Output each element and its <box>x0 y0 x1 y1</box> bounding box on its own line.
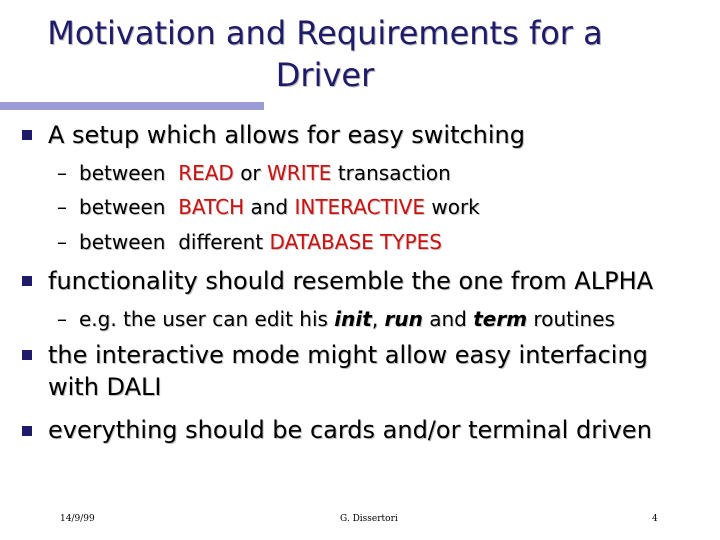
sub-bullet-2 <box>79 193 480 221</box>
keyword: BATCH <box>178 195 245 219</box>
sub-text: between <box>79 195 166 219</box>
dash-icon: – <box>57 307 67 331</box>
keyword: WRITE <box>267 161 332 185</box>
sub-text: routines <box>533 307 615 331</box>
square-bullet-icon <box>22 350 32 360</box>
sub-text: work <box>431 195 480 219</box>
dash-icon: – <box>57 195 67 219</box>
sub-text: , <box>371 307 379 331</box>
footer-page-number: 4 <box>652 514 658 524</box>
routine-name: term <box>473 307 528 331</box>
routine-name: init <box>334 307 372 331</box>
keyword: INTERACTIVE <box>294 195 425 219</box>
sub-bullet-1 <box>79 159 451 187</box>
square-bullet-icon <box>22 130 32 140</box>
routine-name: run <box>384 307 423 331</box>
sub-text: or <box>240 161 261 185</box>
footer-date: 14/9/99 <box>60 514 95 524</box>
title-underline <box>0 102 264 110</box>
dash-icon: – <box>57 230 67 254</box>
title-line-2: Driver <box>275 56 375 94</box>
bullet-3-line-2: with DALI <box>48 373 162 401</box>
square-bullet-icon <box>22 426 32 436</box>
bullet-1: A setup which allows for easy switching <box>48 121 525 149</box>
sub-text: e.g. the user can edit his <box>79 307 328 331</box>
keyword: READ <box>178 161 234 185</box>
footer-author: G. Dissertori <box>340 514 398 524</box>
square-bullet-icon <box>22 276 32 286</box>
sub-text: between <box>79 230 166 254</box>
title-line-1: Motivation and Requirements for a <box>47 14 603 52</box>
bullet-2: functionality should resemble the one from ALPHA <box>48 267 654 295</box>
sub-bullet-4 <box>79 305 615 333</box>
sub-text: and <box>250 195 289 219</box>
dash-icon: – <box>57 161 67 185</box>
keyword: DATABASE TYPES <box>269 230 442 254</box>
bullet-4: everything should be cards and/or terminal driven <box>48 416 652 444</box>
bullet-3 <box>48 339 648 403</box>
bullet-3-line-1: the interactive mode might allow easy interfacing <box>48 341 648 369</box>
sub-text: between <box>79 161 166 185</box>
sub-text: and <box>429 307 467 331</box>
slide-title <box>0 12 650 96</box>
sub-bullet-3 <box>79 228 442 256</box>
sub-text: transaction <box>337 161 451 185</box>
sub-text: different <box>178 230 264 254</box>
